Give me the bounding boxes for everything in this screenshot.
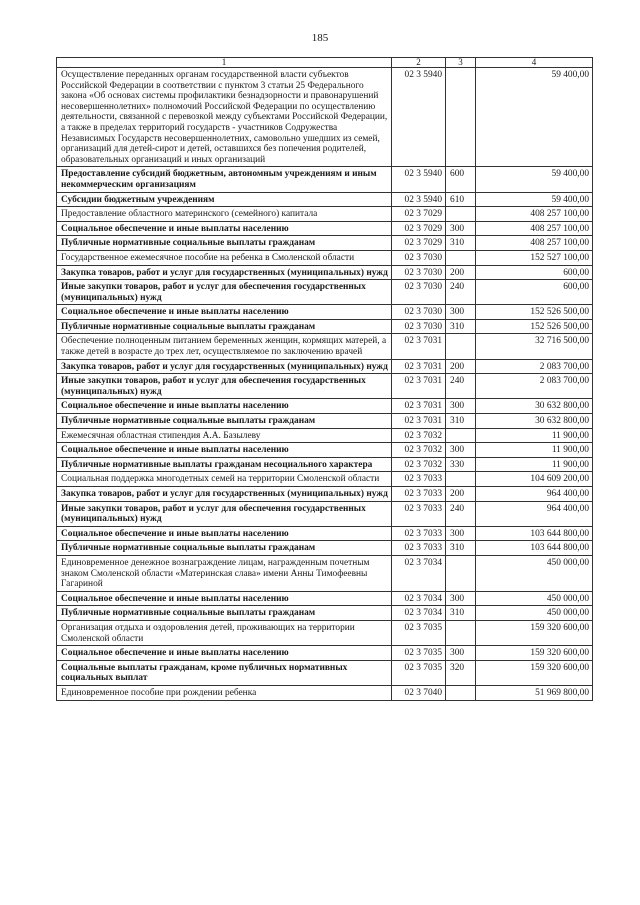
- table-row: [57, 305, 593, 320]
- table-row: [57, 526, 593, 541]
- row-code: 02 3 7032: [392, 457, 446, 472]
- row-amount: 30 632 800,00: [476, 414, 593, 429]
- page-number: 185: [311, 32, 329, 44]
- row-amount: 600,00: [476, 265, 593, 280]
- row-name: Публичные нормативные социальные выплаты гражданам: [57, 236, 392, 251]
- row-code: 02 3 5940: [392, 192, 446, 207]
- row-amount: 59 400,00: [476, 192, 593, 207]
- row-name: Публичные нормативные социальные выплаты гражданам: [57, 414, 392, 429]
- row-name: Ежемесячная областная стипендия А.А. Базылеву: [57, 428, 392, 443]
- column-header-amount: 4: [476, 58, 593, 68]
- row-type: [446, 207, 476, 222]
- row-code: 02 3 7031: [392, 334, 446, 359]
- row-amount: 11 900,00: [476, 457, 593, 472]
- row-name: Осуществление переданных органам государственной власти субъектов Российской Федерации в соответствии с пунктом 3 статьи 25 Федерального закона «Об основах системы профилактики безнадзорности и правонарушений несовершеннолетних» полномочий Российской Федерации по осуществлению деятельности, связанной с перевозкой между субъектами Российской Федерации, а также в пределах территорий государств - участников Содружества Независимых Государств несовершеннолетних, самовольно ушедших из семей, организаций для детей-сирот и детей, оставшихся без попечения родителей, образовательных организаций и иных организаций: [57, 68, 392, 167]
- row-code: 02 3 7031: [392, 359, 446, 374]
- row-type: [446, 68, 476, 167]
- column-header-type: 3: [446, 58, 476, 68]
- row-code: 02 3 7033: [392, 472, 446, 487]
- table-header-row: [57, 58, 593, 68]
- row-name: Социальное обеспечение и иные выплаты населению: [57, 305, 392, 320]
- row-amount: 2 083 700,00: [476, 359, 593, 374]
- row-type: 310: [446, 414, 476, 429]
- row-name: Иные закупки товаров, работ и услуг для обеспечения государственных (муниципальных) нужд: [57, 374, 392, 399]
- table-row: [57, 606, 593, 621]
- row-name: Предоставление областного материнского (семейного) капитала: [57, 207, 392, 222]
- row-code: 02 3 7030: [392, 280, 446, 305]
- table-row: [57, 414, 593, 429]
- row-amount: 152 526 500,00: [476, 319, 593, 334]
- row-name: Обеспечение полноценным питанием беременных женщин, кормящих матерей, а также детей в возрасте до трех лет, осуществляемое по заключению врачей: [57, 334, 392, 359]
- row-type: 200: [446, 265, 476, 280]
- row-code: 02 3 7033: [392, 541, 446, 556]
- table-row: [57, 555, 593, 591]
- table-row: [57, 620, 593, 645]
- table-row: [57, 591, 593, 606]
- table-row: [57, 374, 593, 399]
- table-row: [57, 334, 593, 359]
- table-row: [57, 472, 593, 487]
- row-name: Социальная поддержка многодетных семей на территории Смоленской области: [57, 472, 392, 487]
- row-type: 320: [446, 660, 476, 685]
- table-row: [57, 685, 593, 700]
- row-type: [446, 428, 476, 443]
- row-amount: 51 969 800,00: [476, 685, 593, 700]
- row-name: Публичные нормативные социальные выплаты гражданам: [57, 606, 392, 621]
- row-name: Государственное ежемесячное пособие на ребенка в Смоленской области: [57, 250, 392, 265]
- row-name: Организация отдыха и оздоровления детей, проживающих на территории Смоленской области: [57, 620, 392, 645]
- row-type: 240: [446, 374, 476, 399]
- row-code: 02 3 7030: [392, 265, 446, 280]
- table-row: [57, 457, 593, 472]
- row-code: 02 3 7031: [392, 414, 446, 429]
- row-type: [446, 472, 476, 487]
- row-code: 02 3 7032: [392, 443, 446, 458]
- row-amount: 30 632 800,00: [476, 399, 593, 414]
- table-row: [57, 68, 593, 167]
- table-row: [57, 236, 593, 251]
- row-name: Социальное обеспечение и иные выплаты населению: [57, 646, 392, 661]
- row-code: 02 3 7030: [392, 319, 446, 334]
- row-type: 300: [446, 305, 476, 320]
- row-name: Социальное обеспечение и иные выплаты населению: [57, 221, 392, 236]
- table-row: [57, 207, 593, 222]
- row-name: Закупка товаров, работ и услуг для государственных (муниципальных) нужд: [57, 359, 392, 374]
- row-type: [446, 250, 476, 265]
- table-row: [57, 646, 593, 661]
- table-row: [57, 541, 593, 556]
- row-name: Публичные нормативные выплаты гражданам несоциального характера: [57, 457, 392, 472]
- row-code: 02 3 7034: [392, 555, 446, 591]
- table-row: [57, 221, 593, 236]
- table-row: [57, 399, 593, 414]
- row-code: 02 3 7040: [392, 685, 446, 700]
- table-row: [57, 443, 593, 458]
- row-name: Публичные нормативные социальные выплаты гражданам: [57, 541, 392, 556]
- row-type: 610: [446, 192, 476, 207]
- row-amount: 408 257 100,00: [476, 207, 593, 222]
- row-type: [446, 620, 476, 645]
- row-name: Субсидии бюджетным учреждениям: [57, 192, 392, 207]
- table-row: [57, 428, 593, 443]
- row-code: 02 3 7031: [392, 399, 446, 414]
- row-amount: 59 400,00: [476, 167, 593, 192]
- row-name: Предоставление субсидий бюджетным, автономным учреждениям и иным некоммерческим организациям: [57, 167, 392, 192]
- row-type: 300: [446, 221, 476, 236]
- row-amount: 152 527 100,00: [476, 250, 593, 265]
- table-row: [57, 192, 593, 207]
- row-type: 300: [446, 526, 476, 541]
- row-type: 300: [446, 646, 476, 661]
- row-amount: 964 400,00: [476, 487, 593, 502]
- row-code: 02 3 7035: [392, 620, 446, 645]
- row-amount: 11 900,00: [476, 428, 593, 443]
- row-code: 02 3 7029: [392, 221, 446, 236]
- table-body: [57, 68, 593, 701]
- row-type: [446, 555, 476, 591]
- table-row: [57, 487, 593, 502]
- budget-table: [56, 57, 593, 701]
- row-type: 310: [446, 541, 476, 556]
- table-row: [57, 167, 593, 192]
- row-type: 600: [446, 167, 476, 192]
- row-name: Иные закупки товаров, работ и услуг для обеспечения государственных (муниципальных) нужд: [57, 280, 392, 305]
- row-amount: 59 400,00: [476, 68, 593, 167]
- row-type: 310: [446, 236, 476, 251]
- row-name: Закупка товаров, работ и услуг для государственных (муниципальных) нужд: [57, 487, 392, 502]
- row-amount: 104 609 200,00: [476, 472, 593, 487]
- row-amount: 152 526 500,00: [476, 305, 593, 320]
- row-type: 310: [446, 319, 476, 334]
- row-amount: 964 400,00: [476, 501, 593, 526]
- table-row: [57, 280, 593, 305]
- row-code: 02 3 7033: [392, 501, 446, 526]
- row-code: 02 3 7033: [392, 487, 446, 502]
- row-amount: 600,00: [476, 280, 593, 305]
- row-code: 02 3 7034: [392, 606, 446, 621]
- row-code: 02 3 7029: [392, 236, 446, 251]
- row-name: Социальное обеспечение и иные выплаты населению: [57, 526, 392, 541]
- row-amount: 159 320 600,00: [476, 660, 593, 685]
- row-amount: 103 644 800,00: [476, 541, 593, 556]
- table-row: [57, 359, 593, 374]
- row-type: 200: [446, 487, 476, 502]
- row-code: 02 3 7029: [392, 207, 446, 222]
- row-amount: 450 000,00: [476, 555, 593, 591]
- row-amount: 32 716 500,00: [476, 334, 593, 359]
- row-code: 02 3 7032: [392, 428, 446, 443]
- row-name: Социальное обеспечение и иные выплаты населению: [57, 443, 392, 458]
- column-header-code: 2: [392, 58, 446, 68]
- table-row: [57, 319, 593, 334]
- row-amount: 11 900,00: [476, 443, 593, 458]
- row-code: 02 3 7034: [392, 591, 446, 606]
- column-header-name: 1: [57, 58, 392, 68]
- row-code: 02 3 5940: [392, 167, 446, 192]
- row-name: Социальное обеспечение и иные выплаты населению: [57, 399, 392, 414]
- row-type: 240: [446, 501, 476, 526]
- row-type: 310: [446, 606, 476, 621]
- row-amount: 159 320 600,00: [476, 620, 593, 645]
- row-type: 300: [446, 443, 476, 458]
- row-amount: 450 000,00: [476, 591, 593, 606]
- table-row: [57, 660, 593, 685]
- row-name: Социальные выплаты гражданам, кроме публичных нормативных социальных выплат: [57, 660, 392, 685]
- row-name: Единовременное пособие при рождении ребенка: [57, 685, 392, 700]
- row-code: 02 3 7033: [392, 526, 446, 541]
- row-amount: 450 000,00: [476, 606, 593, 621]
- row-code: 02 3 5940: [392, 68, 446, 167]
- row-name: Социальное обеспечение и иные выплаты населению: [57, 591, 392, 606]
- row-type: [446, 685, 476, 700]
- row-type: [446, 334, 476, 359]
- row-type: 300: [446, 399, 476, 414]
- row-amount: 408 257 100,00: [476, 236, 593, 251]
- row-amount: 159 320 600,00: [476, 646, 593, 661]
- row-type: 330: [446, 457, 476, 472]
- row-type: 240: [446, 280, 476, 305]
- row-code: 02 3 7030: [392, 250, 446, 265]
- row-type: 200: [446, 359, 476, 374]
- row-code: 02 3 7031: [392, 374, 446, 399]
- row-amount: 408 257 100,00: [476, 221, 593, 236]
- row-code: 02 3 7035: [392, 660, 446, 685]
- table-row: [57, 265, 593, 280]
- row-amount: 103 644 800,00: [476, 526, 593, 541]
- row-name: Иные закупки товаров, работ и услуг для обеспечения государственных (муниципальных) нужд: [57, 501, 392, 526]
- row-name: Публичные нормативные социальные выплаты гражданам: [57, 319, 392, 334]
- row-name: Закупка товаров, работ и услуг для государственных (муниципальных) нужд: [57, 265, 392, 280]
- row-amount: 2 083 700,00: [476, 374, 593, 399]
- row-code: 02 3 7035: [392, 646, 446, 661]
- table-row: [57, 250, 593, 265]
- row-name: Единовременное денежное вознаграждение лицам, награжденным почетным знаком Смоленской области «Материнская слава» имени Анны Тимофеевны Гагариной: [57, 555, 392, 591]
- table-row: [57, 501, 593, 526]
- row-type: 300: [446, 591, 476, 606]
- row-code: 02 3 7030: [392, 305, 446, 320]
